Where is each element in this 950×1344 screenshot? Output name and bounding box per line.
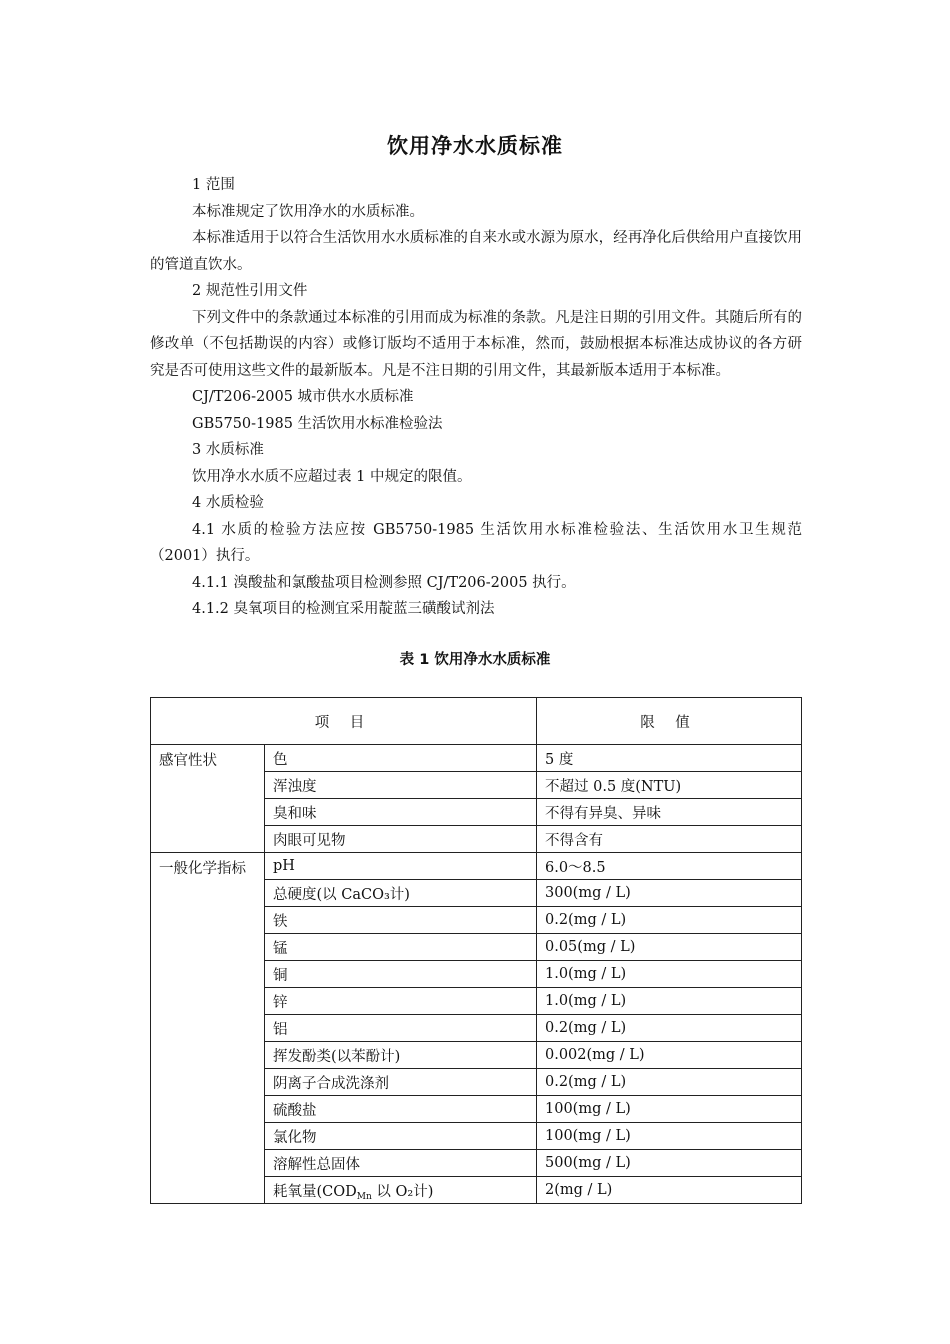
paragraph: 本标准规定了饮用净水的水质标准。 — [192, 203, 424, 220]
water-quality-table — [150, 697, 802, 1204]
item-cell: 耗氧量($COD_{Mn}$ 以 O₂计) — [265, 1177, 537, 1204]
limit-cell: 300(mg / L) — [537, 880, 802, 907]
paragraph: 本标准适用于以符合生活饮用水水质标准的自来水或水源为原水，经再净化后供给用户直接饮用的管道直饮水。 — [150, 230, 802, 273]
limit-cell: 0.2(mg / L) — [537, 1069, 802, 1096]
limit-cell: 不超过 0.5 度(NTU) — [537, 772, 802, 799]
paragraph: 2 规范性引用文件 — [192, 283, 308, 299]
subscript: Mn — [356, 1191, 372, 1202]
item-cell: 肉眼可见物 — [265, 826, 537, 853]
paragraph: 4 水质检验 — [192, 495, 264, 511]
category-cell: 一般化学指标 — [151, 853, 265, 1204]
table-row — [151, 745, 802, 772]
item-cell: 阴离子合成洗涤剂 — [265, 1069, 537, 1096]
limit-cell: 不得含有 — [537, 826, 802, 853]
paragraph: 4.1.2 臭氧项目的检测宜采用靛蓝三磺酸试剂法 — [192, 601, 495, 617]
item-cell: 臭和味 — [265, 799, 537, 826]
item-cell: 硫酸盐 — [265, 1096, 537, 1123]
document-body — [150, 172, 802, 623]
limit-cell: 0.002(mg / L) — [537, 1042, 802, 1069]
header-item: 项 目 — [151, 698, 537, 745]
paragraph: 1 范围 — [192, 177, 235, 193]
limit-cell: 0.2(mg / L) — [537, 1015, 802, 1042]
limit-cell: 6.0～8.5 — [537, 853, 802, 880]
table-caption: 表 1 饮用净水水质标准 — [399, 652, 551, 668]
item-cell: 浑浊度 — [265, 772, 537, 799]
paragraph: 3 水质标准 — [192, 442, 264, 458]
item-cell: 铜 — [265, 961, 537, 988]
item-cell: 锰 — [265, 934, 537, 961]
item-cell: 色 — [265, 745, 537, 772]
limit-cell: 1.0(mg / L) — [537, 988, 802, 1015]
paragraph: 4.1 水质的检验方法应按 GB5750-1985 生活饮用水标准检验法、生活饮用水卫生规范（2001）执行。 — [150, 521, 802, 564]
limit-cell: 500(mg / L) — [537, 1150, 802, 1177]
item-cell: 挥发酚类(以苯酚计) — [265, 1042, 537, 1069]
paragraph: 下列文件中的条款通过本标准的引用而成为标准的条款。凡是注日期的引用文件。其随后所有的修改单（不包括勘误的内容）或修订版均不适用于本标准，然而，鼓励根据本标准达成协议的各方研究是否可使用这些文件的最新版本。凡是不注日期的引用文件，其最新版本适用于本标准。 — [150, 309, 802, 379]
limit-cell: 不得有异臭、异味 — [537, 799, 802, 826]
item-cell: 总硬度(以 CaCO₃计) — [265, 880, 537, 907]
paragraph: 饮用净水水质不应超过表 1 中规定的限值。 — [192, 468, 472, 485]
item-cell: 铝 — [265, 1015, 537, 1042]
paragraph: GB5750-1985 生活饮用水标准检验法 — [192, 415, 443, 432]
item-cell: 氯化物 — [265, 1123, 537, 1150]
paragraph: 4.1.1 溴酸盐和氯酸盐项目检测参照 CJ/T206-2005 执行。 — [192, 574, 576, 591]
limit-cell: 1.0(mg / L) — [537, 961, 802, 988]
item-cell: pH — [265, 853, 537, 880]
category-cell: 感官性状 — [151, 745, 265, 853]
limit-cell: 100(mg / L) — [537, 1096, 802, 1123]
limit-cell: 5 度 — [537, 745, 802, 772]
paragraph: CJ/T206-2005 城市供水水质标准 — [192, 389, 414, 405]
limit-cell: 0.2(mg / L) — [537, 907, 802, 934]
item-cell: 锌 — [265, 988, 537, 1015]
table-row — [151, 853, 802, 880]
table-header-row — [151, 698, 802, 745]
limit-cell: 100(mg / L) — [537, 1123, 802, 1150]
limit-cell: 0.05(mg / L) — [537, 934, 802, 961]
document-title: 饮用净水水质标准 — [387, 134, 563, 158]
item-cell: 铁 — [265, 907, 537, 934]
limit-cell: 2(mg / L) — [537, 1177, 802, 1204]
header-limit: 限 值 — [537, 698, 802, 745]
item-cell: 溶解性总固体 — [265, 1150, 537, 1177]
